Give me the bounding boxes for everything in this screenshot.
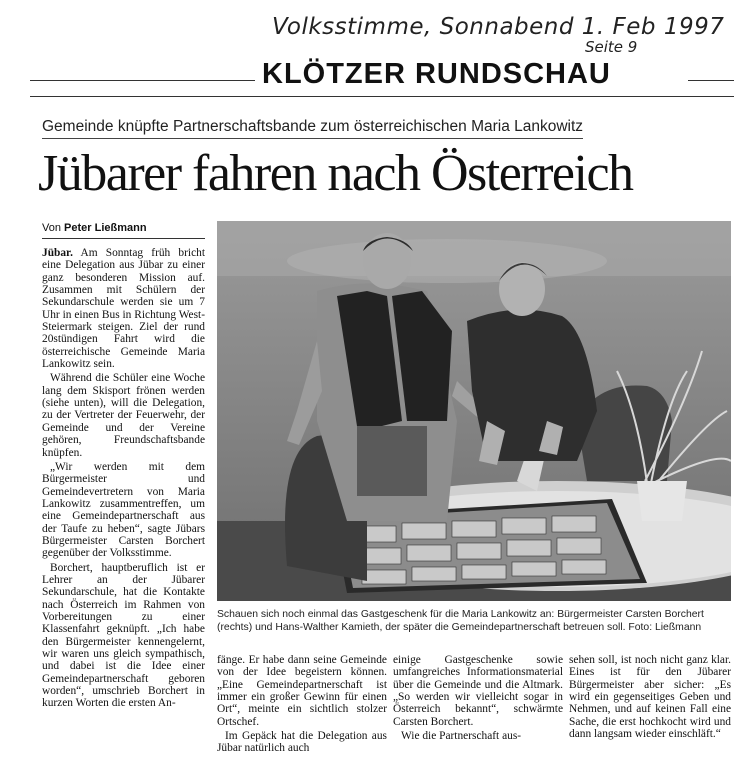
paragraph — [42, 247, 205, 370]
paragraph-text: Am Sonntag früh bricht eine Delegation aus Jübar zu einer ganz besonderen Mission auf. Zusammen mit Schülern der Sekundarschule werden sie um 7 Uhr in einen Bus in Richtung West-Steiermark steigen. Ziel der rund 20stündigen Fahrt wird die österreichische Gemeinde Maria Lankowitz sein. — [42, 247, 206, 371]
handwritten-note-page: Seite 9 — [585, 38, 638, 56]
paragraph: Borchert, hauptberuflich ist er Lehrer an der Jübarer Sekundarschule, hat die Kontakte nach Österreich im Rahmen von Vorbereitungen zu einer Klassenfahrt geknüpft. „Ich habe den Bürgermeister kennengelernt, wir waren uns gleich sympathisch, und dabei ist die Idee einer Gemeindepartnerschaft geboren worden“, umschrieb Borchert in kurzen Worten die ersten An- — [42, 561, 205, 710]
article-column-1 — [42, 247, 205, 712]
byline — [42, 222, 147, 234]
masthead-rule-right — [688, 80, 734, 81]
paragraph: Während die Schüler eine Woche lang dem Skisport frönen werden (siehe unten), will die Delegation, zu der Vertreter der Feuerwehr, der Gemeinde und der Vereine gehören, Freundschaftsbande knüpfen. — [42, 372, 205, 459]
paragraph: fänge. Er habe dann seine Gemeinde von der Idee begeistern können. „Eine Gemeindepartnerschaft ist immer ein großer Gewinn für einen Ort“, meinte ein sichtlich stolzer Ortschef. — [217, 654, 387, 728]
paragraph: Im Gepäck hat die Delegation aus Jübar natürlich auch — [217, 730, 387, 755]
paragraph: Wie die Partnerschaft aus- — [401, 730, 522, 743]
article-column-3 — [393, 654, 563, 744]
masthead-underline — [30, 96, 734, 97]
masthead-title: KLÖTZER RUNDSCHAU — [262, 58, 611, 90]
photo-illustration — [217, 221, 731, 601]
paragraph: „Wir werden mit dem Bürgermeister und Gemeindevertretern von Maria Lankowitz zusammentreffen, um eine Gemeindepartnerschaft aus der Taufe zu heben“, sagte Jübars Bürgermeister Carsten Borchert gegenüber der Volksstimme. — [42, 460, 205, 560]
article-kicker: Gemeinde knüpfte Partnerschaftsbande zum österreichischen Maria Lankowitz — [42, 118, 583, 139]
article-column-4 — [569, 654, 731, 742]
byline-author: Peter Ließmann — [64, 222, 147, 234]
article-headline: Jübarer fahren nach Österreich — [38, 145, 633, 202]
byline-rule — [42, 238, 205, 239]
news-photo — [217, 221, 731, 601]
byline-prefix: Von — [42, 222, 61, 234]
dateline: Jübar. — [42, 247, 73, 259]
photo-caption: Schauen sich noch einmal das Gastgeschenk für die Maria Lankowitz an: Bürgermeister Carsten Borchert (rechts) und Hans-Walther Kamieth, der später die Gemeindepartnerschaft betreuen soll. Foto: Ließmann — [217, 609, 704, 633]
paragraph: einige Gastgeschenke sowie umfangreiches Informationsmaterial über die Gemeinde und die Altmark. „So werden wir vielleicht sogar in Österreich bekannt“, schwärmte Carsten Borchert. — [393, 654, 563, 728]
paragraph: sehen soll, ist noch nicht ganz klar. Eines ist für den Jübarer Bürgermeister aber sicher: „Es wird ein gegenseitiges Geben und Nehmen, und auf keinen Fall eine Sache, die erst hochkocht wird und dann langsam wieder einschläft.“ — [569, 654, 731, 741]
masthead-rule-left — [30, 80, 255, 81]
article-column-2 — [217, 654, 387, 757]
handwritten-note-date: Volksstimme, Sonnabend 1. Feb 1997 — [272, 14, 725, 40]
